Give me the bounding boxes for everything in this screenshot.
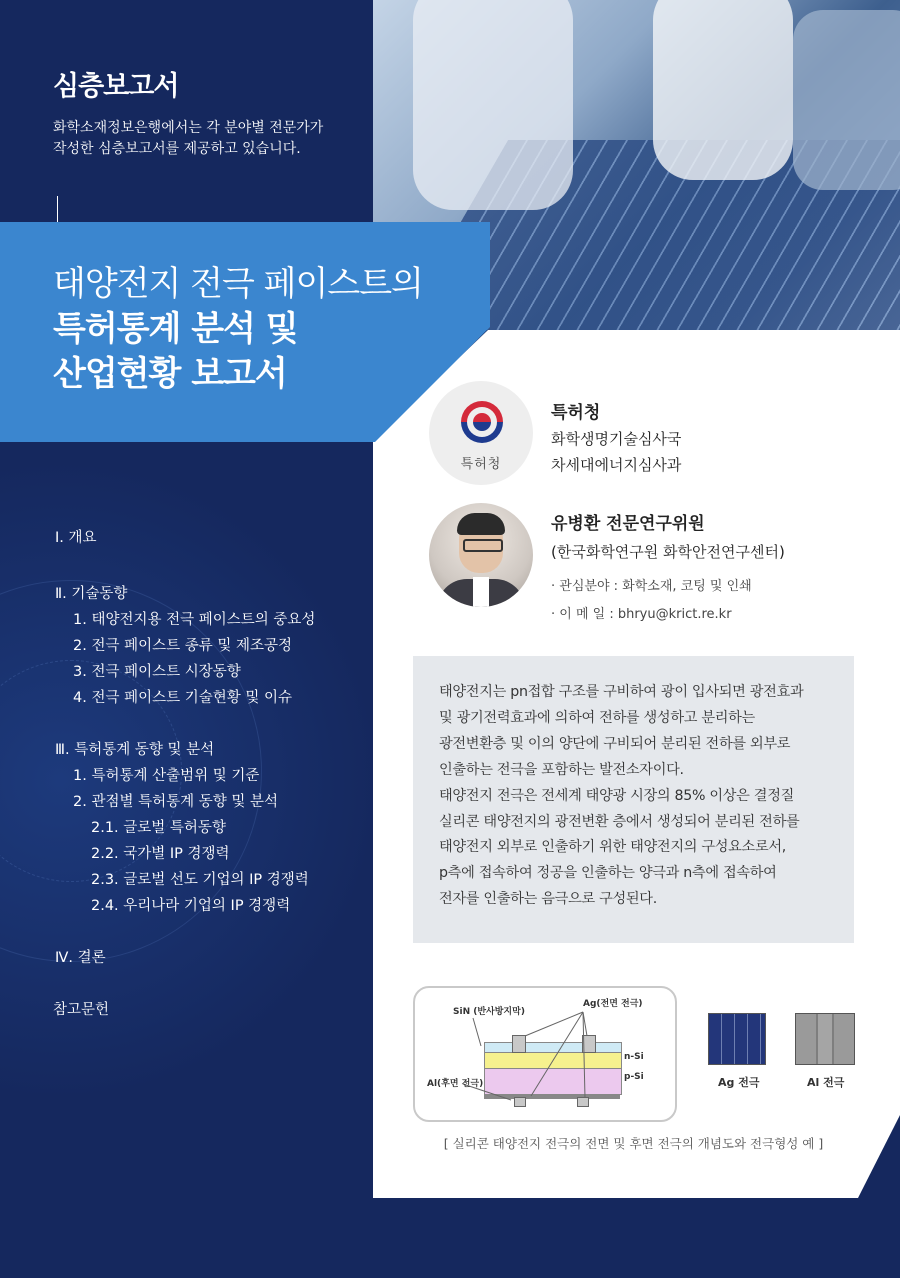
author-affiliation: (한국화학연구원 화학안전연구센터)	[551, 543, 785, 561]
header-description	[53, 118, 323, 160]
summary-box	[413, 656, 854, 943]
label-al-back: Al(후면 전극)	[427, 1079, 484, 1089]
al-electrode-image	[795, 1013, 855, 1065]
report-title-line1: 태양전지 전극 페이스트의	[53, 264, 423, 304]
label-sin: SiN (반사방지막)	[453, 1007, 525, 1017]
ag-electrode-image	[708, 1013, 766, 1065]
author-interest: · 관심분야 : 화학소재, 코팅 및 인쇄	[551, 579, 752, 594]
summary-line: 태양전지는 pn접합 구조를 구비하여 광이 입사되면 광전효과	[439, 684, 804, 700]
toc-item-overview[interactable]: Ⅰ. 개요	[55, 530, 97, 546]
summary-line: 실리콘 태양전지의 광전변환 층에서 생성되어 분리된 전하를	[439, 813, 800, 830]
toc-item[interactable]: 2.3. 글로벌 선도 기업의 IP 경쟁력	[91, 872, 309, 888]
toc-item-conclusion[interactable]: Ⅳ. 결론	[55, 950, 106, 966]
author-photo	[429, 503, 533, 607]
label-ag-front: Ag(전면 전극)	[583, 999, 643, 1009]
toc-item[interactable]: 2.1. 글로벌 특허동향	[91, 820, 226, 836]
al-electrode-label: Al 전극	[807, 1076, 845, 1089]
author-email[interactable]: · 이 메 일 : bhryu@krict.re.kr	[551, 607, 732, 622]
toc-item[interactable]: 2. 전극 페이스트 종류 및 제조공정	[73, 638, 292, 654]
summary-line: 및 광기전력효과에 의하여 전하를 생성하고 분리하는	[439, 709, 755, 726]
toc-item-references[interactable]: 참고문헌	[53, 1002, 110, 1018]
summary-line: 태양전지 전극은 전세계 태양광 시장의 85% 이상은 결정질	[439, 787, 795, 804]
logo-label: 특허청	[460, 457, 502, 472]
figure-caption: [ 실리콘 태양전지 전극의 전면 및 후면 전극의 개념도와 전극형성 예 ]	[443, 1136, 824, 1151]
toc-item[interactable]: 2. 관점별 특허통계 동향 및 분석	[73, 794, 278, 810]
summary-line: 태양전지 외부로 인출하기 위한 태양전지의 구성요소로서,	[439, 839, 786, 856]
toc-item[interactable]: 1. 특허통계 산출범위 및 기준	[73, 768, 260, 784]
toc-item[interactable]: 2.2. 국가별 IP 경쟁력	[91, 846, 230, 862]
summary-line: 전자를 인출하는 음극으로 구성된다.	[439, 891, 657, 908]
section-title: 심층보고서	[53, 71, 179, 102]
summary-text	[439, 680, 839, 913]
toc-item[interactable]: 4. 전극 페이스트 기술현황 및 이슈	[73, 690, 292, 706]
report-title-line3: 산업현황 보고서	[53, 354, 287, 394]
summary-line: 인출하는 전극을 포함하는 발전소자이다.	[439, 761, 684, 778]
toc-item[interactable]: 3. 전극 페이스트 시장동향	[73, 664, 241, 680]
toc-item[interactable]: 1. 태양전지용 전극 페이스트의 중요성	[73, 612, 316, 628]
org-name: 특허청	[551, 403, 601, 423]
report-title-line2: 특허통계 분석 및	[53, 309, 298, 349]
summary-line: 광전변환층 및 이의 양단에 구비되어 분리된 전하를 외부로	[439, 735, 791, 752]
toc-item-tech-trends[interactable]: Ⅱ. 기술동향	[55, 586, 128, 602]
author-name: 유병환 전문연구위원	[551, 514, 705, 534]
header-description-line: 화학소재정보은행에서는 각 분야별 전문가가	[53, 120, 324, 136]
summary-line: p측에 접속하여 정공을 인출하는 양극과 n측에 접속하여	[439, 865, 777, 882]
kipo-logo	[429, 381, 533, 485]
toc-item-patent-stats[interactable]: Ⅲ. 특허통계 동향 및 분석	[55, 742, 215, 758]
organization-info	[551, 400, 681, 478]
org-dept: 화학생명기술심사국	[551, 430, 682, 448]
label-p-si: p-Si	[624, 1072, 644, 1082]
report-title	[53, 262, 423, 397]
toc-item[interactable]: 2.4. 우리나라 기업의 IP 경쟁력	[91, 898, 291, 914]
solar-cell-diagram	[413, 986, 677, 1122]
author-info	[551, 509, 785, 622]
label-n-si: n-Si	[624, 1052, 644, 1062]
org-dept: 차세대에너지심사과	[551, 456, 682, 474]
ag-electrode-label: Ag 전극	[718, 1076, 760, 1089]
header-description-line: 작성한 심층보고서를 제공하고 있습니다.	[53, 141, 301, 157]
